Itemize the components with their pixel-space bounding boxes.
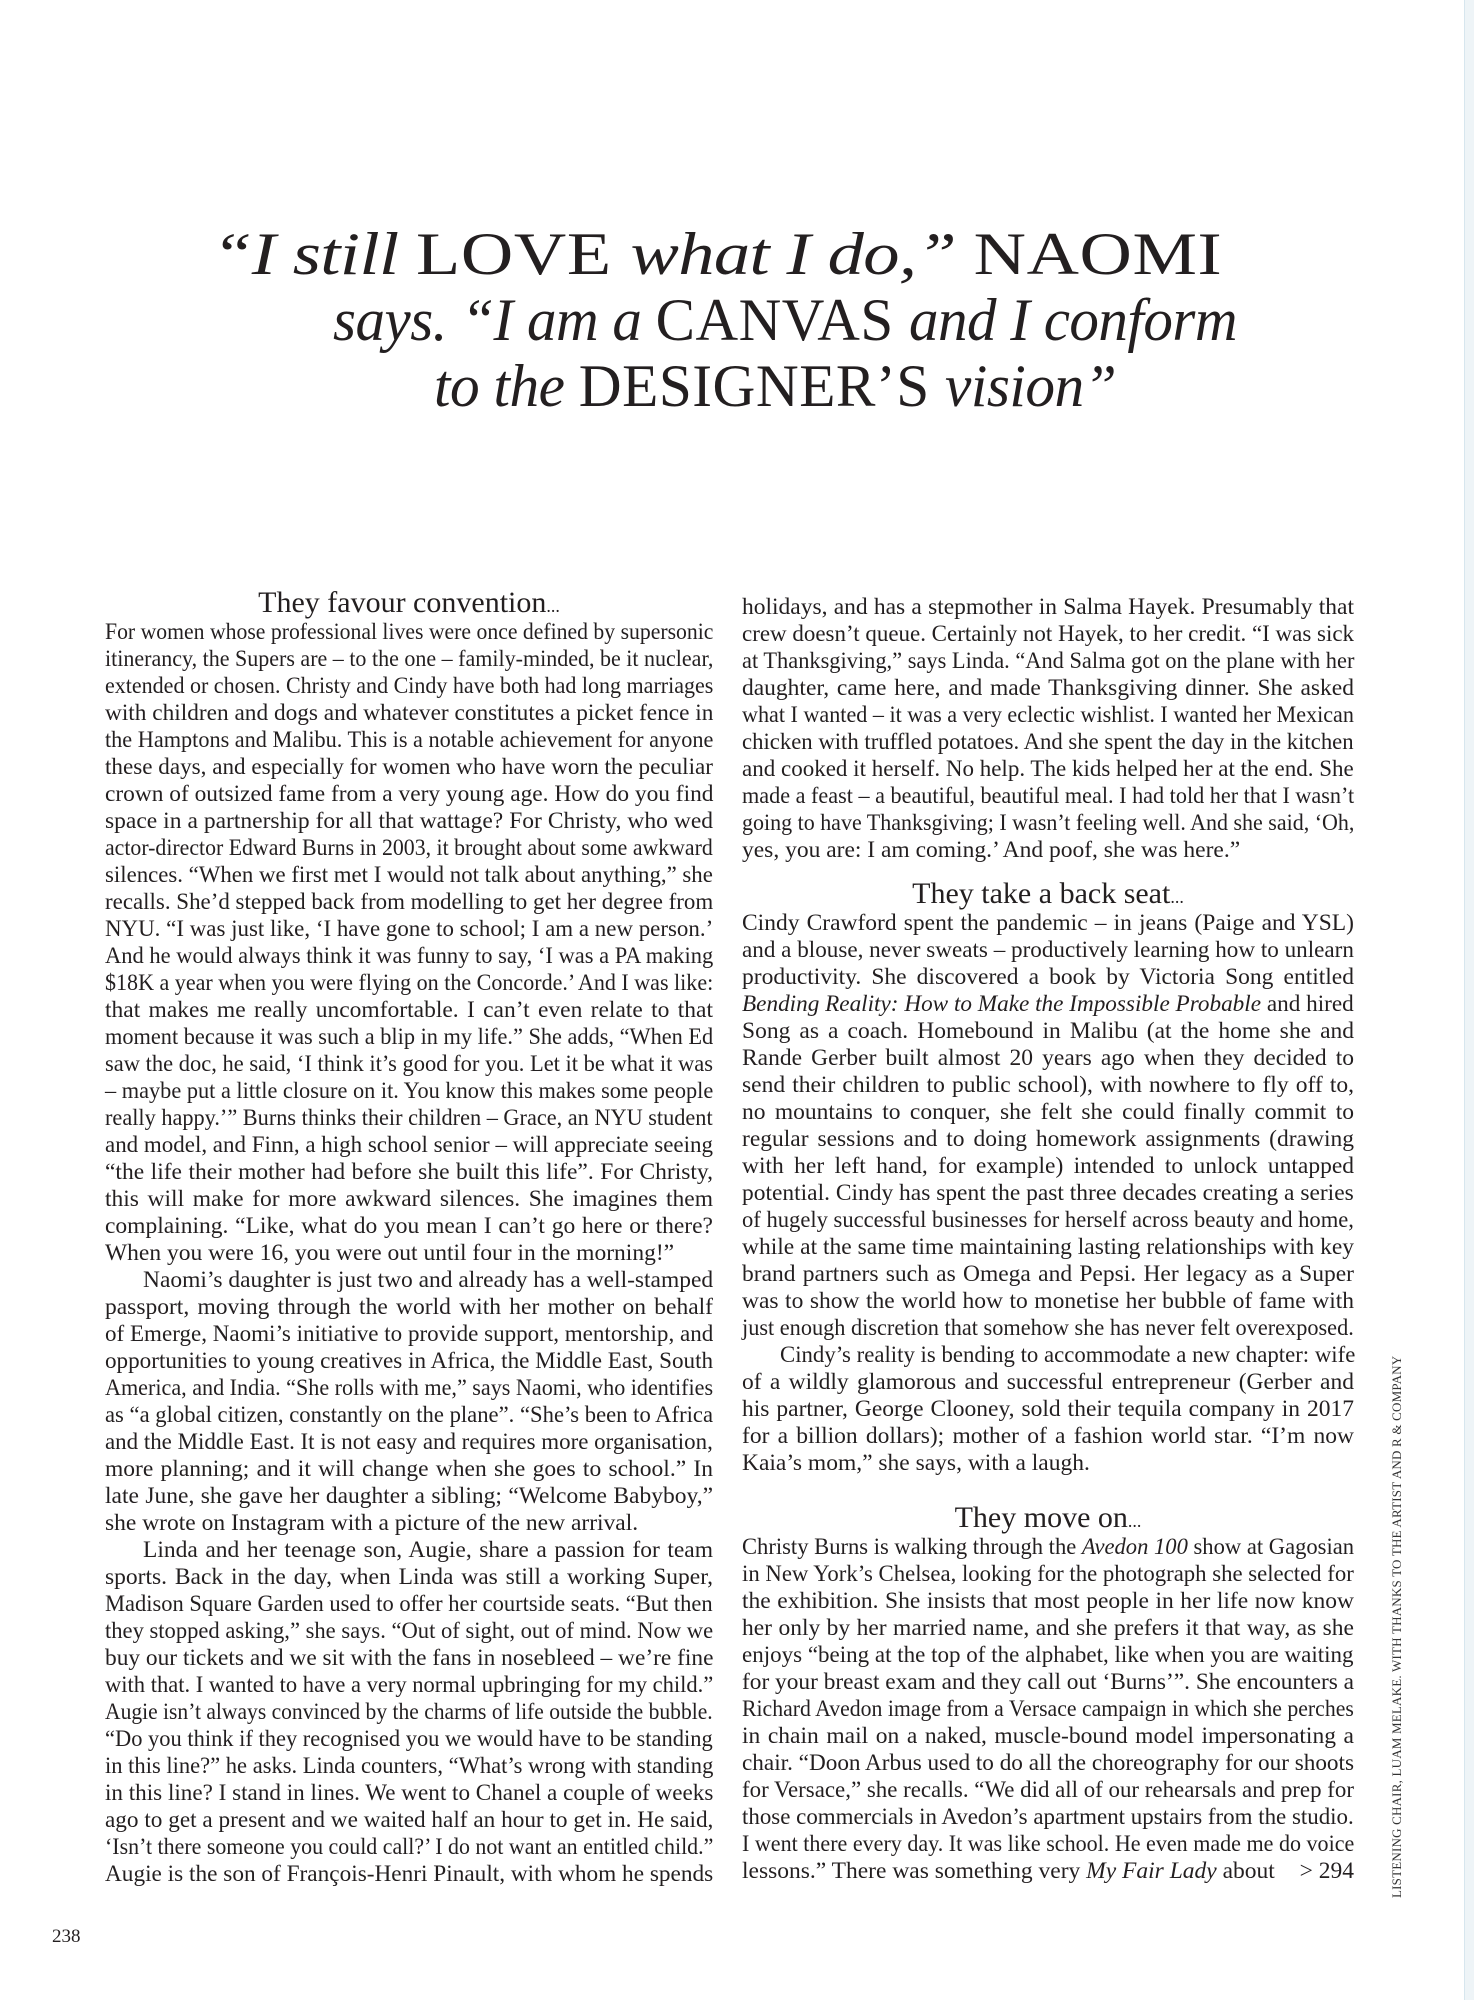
pull-quote-caps: DESIGNER’S bbox=[578, 353, 946, 419]
text-line bbox=[742, 756, 1354, 783]
text-line bbox=[105, 1699, 713, 1726]
text-line bbox=[105, 1024, 713, 1051]
text-line-content: potential. Cindy has spent the past three decades creating a series bbox=[742, 1180, 1354, 1206]
text-line-content: and the Middle East. It is not easy and requires more organisation, bbox=[105, 1429, 713, 1455]
text-line bbox=[105, 1402, 713, 1429]
text-line bbox=[105, 1645, 713, 1672]
text-line-content: For women whose professional lives were once defined by supersonic bbox=[105, 619, 714, 645]
text-line bbox=[105, 1807, 713, 1834]
text-line: she wrote on Instagram with a picture of the new arrival. bbox=[105, 1510, 639, 1536]
text-line bbox=[105, 781, 713, 808]
text-line bbox=[105, 862, 713, 889]
text-line-content: chicken with truffled potatoes. And she spent the day in the kitchen bbox=[742, 729, 1354, 755]
text-line: Rande Gerber built almost 20 years ago when they decided to bbox=[742, 1045, 1354, 1071]
pull-quote-line bbox=[212, 221, 1223, 287]
text-line bbox=[742, 1342, 1354, 1369]
text-line bbox=[742, 1750, 1354, 1777]
text-line bbox=[105, 943, 713, 970]
text-line-content: they stopped asking,” she says. “Out of sight, out of mind. Now we bbox=[105, 1618, 714, 1644]
text-line bbox=[105, 1861, 713, 1888]
text-run: about bbox=[1216, 1858, 1275, 1884]
text-line: “the life their mother had before she built this life”. For Christy, bbox=[105, 1159, 713, 1185]
text-line: Kaia’s mom,” she says, with a laugh. bbox=[742, 1450, 1090, 1476]
pull-quote-caps: LOVE bbox=[416, 221, 631, 287]
text-line-content: crew doesn’t queue. Certainly not Hayek, to her credit. “I was sick bbox=[742, 621, 1355, 647]
text-line-content: saw the doc, he said, ‘I think it’s good for you. Let it be what it was bbox=[105, 1051, 714, 1077]
text-line-content: Naomi’s daughter is just two and already has a well-stamped bbox=[143, 1267, 714, 1293]
page-edge bbox=[1464, 0, 1474, 2000]
text-run: and hired bbox=[1261, 991, 1354, 1017]
text-line-content: really happy.’” Burns thinks their children – Grace, an NYU student bbox=[105, 1105, 713, 1131]
text-line: complaining. “Like, what do you mean I can’t go here or there? bbox=[105, 1213, 713, 1239]
text-line: in chain mail on a naked, muscle-bound model impersonating a bbox=[742, 1723, 1354, 1749]
text-line bbox=[105, 1375, 713, 1402]
text-line: send their children to public school), with nowhere to fly off to, bbox=[742, 1072, 1354, 1098]
text-line bbox=[105, 1051, 713, 1078]
subhead-favour-convention: They favour convention... bbox=[258, 586, 560, 619]
text-line-content: these days, and especially for women who have worn the peculiar bbox=[105, 754, 713, 780]
photo-credit: LISTENING CHAIR, LUAM MELAKE. WITH THANKS TO THE ARTIST AND R & COMPANY bbox=[1389, 1355, 1404, 1898]
text-line-content: and cooked it herself. No help. The kids helped her at the end. She bbox=[742, 756, 1354, 782]
text-line bbox=[105, 1672, 713, 1699]
text-line: of a wildly glamorous and successful entrepreneur (Gerber and bbox=[742, 1369, 1354, 1395]
text-line: holidays, and has a stepmother in Salma Hayek. Presumably that bbox=[742, 594, 1354, 620]
text-line bbox=[105, 970, 713, 997]
italic-title: Avedon 100 bbox=[1081, 1534, 1188, 1560]
text-line-content: just enough discretion that somehow she has never felt overexposed. bbox=[742, 1315, 1354, 1341]
text-line-content: itinerancy, the Supers are – to the one – family-minded, be it nuclear, bbox=[105, 646, 714, 672]
subhead-move-on: They move on... bbox=[954, 1501, 1142, 1534]
text-line-content: extended or chosen. Christy and Cindy have both had long marriages bbox=[105, 673, 714, 699]
text-line bbox=[105, 889, 713, 916]
text-line-content: and a blouse, never sweats – productively learning how to unlearn bbox=[742, 937, 1354, 963]
text-line-content: going to have Thanksgiving; I wasn’t feeling well. And she said, ‘Oh, bbox=[742, 810, 1355, 836]
text-line-content: $18K a year when you were flying on the Concorde.’ And I was like: bbox=[105, 970, 714, 996]
text-line-content: the Hamptons and Malibu. This is a notable achievement for anyone bbox=[105, 727, 714, 753]
text-line-content: ago to get a present and we waited half an hour to get in. He said, bbox=[105, 1807, 714, 1833]
text-line: sports. Back in the day, when Linda was still a working Super, bbox=[105, 1564, 713, 1590]
text-line-content: recalls. She’d stepped back from modelling to get her degree from bbox=[105, 889, 714, 915]
text-line-content: for your breast exam and they call out ‘Burns’”. She encounters a bbox=[742, 1669, 1355, 1695]
text-line-content: in New York’s Chelsea, looking for the photograph she selected for bbox=[742, 1561, 1354, 1587]
text-line: When you were 16, you were out until four in the morning!” bbox=[105, 1240, 675, 1266]
text-line: her only by her married name, and she prefers it that way, as she bbox=[742, 1615, 1354, 1641]
text-line bbox=[105, 1321, 713, 1348]
text-line bbox=[105, 1348, 713, 1375]
text-line-content bbox=[742, 1534, 1354, 1561]
text-line bbox=[742, 1831, 1354, 1858]
text-line bbox=[105, 1078, 713, 1105]
text-line-content bbox=[742, 991, 1354, 1018]
text-line-content: Augie is the son of François-Henri Pinault, with whom he spends bbox=[105, 1861, 714, 1887]
text-line: passport, moving through the world with her mother on behalf bbox=[105, 1294, 713, 1320]
text-line bbox=[742, 621, 1354, 648]
text-line bbox=[742, 1804, 1354, 1831]
text-line bbox=[105, 619, 713, 646]
text-line-content: what I wanted – it was a very eclectic wishlist. I wanted her Mexican bbox=[742, 702, 1354, 728]
text-line: late June, she gave her daughter a sibling; “Welcome Babyboy,” bbox=[105, 1483, 713, 1509]
text-line bbox=[105, 1780, 713, 1807]
text-line bbox=[742, 783, 1354, 810]
text-line-content: I went there every day. It was like school. He even made me do voice bbox=[742, 1831, 1355, 1857]
text-line bbox=[742, 648, 1354, 675]
text-line-content: moment because it was such a blip in my life.” She adds, “When Ed bbox=[105, 1024, 714, 1050]
text-line-content: of Emerge, Naomi’s initiative to provide support, mentorship, and bbox=[105, 1321, 714, 1347]
text-line bbox=[742, 1696, 1354, 1723]
text-line-content: Augie isn’t always convinced by the charms of life outside the bubble. bbox=[105, 1699, 713, 1725]
text-line bbox=[742, 1534, 1354, 1561]
text-line bbox=[105, 1105, 713, 1132]
text-line: more planning; and it will change when she goes to school.” In bbox=[105, 1456, 713, 1482]
text-line-content: Cindy’s reality is bending to accommodate a new chapter: wife bbox=[780, 1342, 1356, 1368]
text-line bbox=[742, 1315, 1354, 1342]
pull-quote-italic: “I still bbox=[212, 221, 417, 287]
text-line bbox=[105, 1726, 713, 1753]
pull-quote-caps: NAOMI bbox=[973, 221, 1223, 287]
text-line-content: those commercials in Avedon’s apartment upstairs from the studio. bbox=[742, 1804, 1354, 1830]
text-line bbox=[742, 937, 1354, 964]
text-line bbox=[742, 1642, 1354, 1669]
text-line bbox=[742, 1180, 1354, 1207]
text-line: with her left hand, for example) intended to unlock untapped bbox=[742, 1153, 1354, 1179]
text-line: this will make for more awkward silences. She imagines them bbox=[105, 1186, 713, 1212]
pull-quote-caps: CANVAS bbox=[655, 287, 909, 353]
text-line-content: silences. “When we first met I would not talk about anything,” she bbox=[105, 862, 713, 888]
text-line-content: as “a global citizen, constantly on the plane”. “She’s been to Africa bbox=[105, 1402, 714, 1428]
text-line-content: in this line? I stand in lines. We went to Chanel a couple of weeks bbox=[105, 1780, 714, 1806]
text-line bbox=[742, 729, 1354, 756]
text-line-content: and model, and Finn, a high school senior – will appreciate seeing bbox=[105, 1132, 713, 1158]
text-line-content: “Do you think if they recognised you we would have to be standing bbox=[105, 1726, 713, 1752]
text-line: no mountains to conquer, she felt she could finally commit to bbox=[742, 1099, 1354, 1125]
text-line-content: – maybe put a little closure on it. You know this makes some people bbox=[105, 1078, 714, 1104]
text-line bbox=[105, 754, 713, 781]
continued-on-page-link[interactable]: > 294 bbox=[1299, 1858, 1354, 1884]
text-line-content: for Versace,” she recalls. “We did all of our rehearsals and prep for bbox=[742, 1777, 1354, 1803]
text-line: daughter, came here, and made Thanksgiving dinner. She asked bbox=[742, 675, 1354, 701]
text-line-content: And he would always think it was funny to say, ‘I was a PA making bbox=[105, 943, 714, 969]
text-line bbox=[742, 1669, 1354, 1696]
text-line-content: America, and India. “She rolls with me,” says Naomi, who identifies bbox=[105, 1375, 714, 1401]
text-line bbox=[742, 1561, 1354, 1588]
subhead-back-seat: They take a back seat... bbox=[912, 877, 1184, 910]
text-line bbox=[105, 1618, 713, 1645]
text-line-content: with children and dogs and whatever constitutes a picket fence in bbox=[105, 700, 714, 726]
text-line bbox=[105, 1267, 713, 1294]
text-line-content: ‘Isn’t there someone you could call?’ I do not want an entitled child.” bbox=[105, 1834, 714, 1860]
text-line bbox=[105, 916, 713, 943]
text-line bbox=[742, 1207, 1354, 1234]
text-line bbox=[742, 1777, 1354, 1804]
text-line: Song as a coach. Homebound in Malibu (at the home she and bbox=[742, 1018, 1354, 1044]
text-line-content: Richard Avedon image from a Versace campaign in which she perches bbox=[742, 1696, 1354, 1722]
page-number: 238 bbox=[52, 1926, 81, 1947]
text-line: Cindy Crawford spent the pandemic – in jeans (Paige and YSL) bbox=[742, 910, 1354, 936]
pull-quote-line bbox=[434, 353, 1117, 419]
pull-quote-italic: and I conform bbox=[908, 287, 1237, 353]
text-line-content: enjoys “being at the top of the alphabet, like when you are waiting bbox=[742, 1642, 1354, 1668]
text-line: that makes me really uncomfortable. I can’t even relate to that bbox=[105, 997, 713, 1023]
text-line bbox=[105, 1834, 713, 1861]
text-line: his partner, George Clooney, sold their tequila company in 2017 bbox=[742, 1396, 1354, 1422]
text-line-content: at Thanksgiving,” says Linda. “And Salma got on the plane with her bbox=[742, 648, 1355, 674]
text-line: yes, you are: I am coming.’ And poof, she was here.” bbox=[742, 837, 1241, 863]
italic-title: My Fair Lady bbox=[1086, 1858, 1217, 1884]
pull-quote-italic: what I do,” bbox=[630, 221, 974, 287]
text-run: Christy Burns is walking through the bbox=[742, 1534, 1082, 1560]
text-run: lessons.” There was something very bbox=[742, 1858, 1087, 1884]
text-line bbox=[105, 646, 713, 673]
text-line: Linda and her teenage son, Augie, share a passion for team bbox=[143, 1537, 713, 1563]
text-line-content: opportunities to young creatives in Africa, the Middle East, South bbox=[105, 1348, 714, 1374]
italic-title: Bending Reality: How to Make the Impossible Probable bbox=[742, 991, 1262, 1017]
text-line-content: made a feast – a beautiful, beautiful meal. I had told her that I wasn’t bbox=[742, 783, 1355, 809]
text-line bbox=[105, 1132, 713, 1159]
text-line bbox=[105, 835, 713, 862]
text-line-content: Madison Square Garden used to offer her courtside seats. “But then bbox=[105, 1591, 713, 1617]
pull-quote-italic: says. “I am a bbox=[333, 287, 656, 353]
pull-quote-line bbox=[333, 287, 1237, 353]
pull-quote-italic: vision” bbox=[945, 353, 1117, 419]
text-line-content: in this line?” he asks. Linda counters, “What’s wrong with standing bbox=[105, 1753, 714, 1779]
text-line bbox=[742, 810, 1354, 837]
text-line: was to show the world how to monetise her bubble of fame with bbox=[742, 1288, 1354, 1314]
text-line: regular sessions and to doing homework assignments (drawing bbox=[742, 1126, 1354, 1152]
text-line-content: of hugely successful businesses for herself across beauty and home, bbox=[742, 1207, 1354, 1233]
text-line bbox=[105, 1753, 713, 1780]
text-line: the exhibition. She insists that most people in her life now know bbox=[742, 1588, 1354, 1614]
text-line-content: chair. “Doon Arbus used to do all the choreography for our shoots bbox=[742, 1750, 1355, 1776]
text-line bbox=[105, 700, 713, 727]
text-line bbox=[742, 1858, 1354, 1885]
text-line bbox=[105, 1429, 713, 1456]
text-line-content: buy our tickets and we sit with the fans in nosebleed – we’re fine bbox=[105, 1645, 714, 1671]
text-line-content: actor-director Edward Burns in 2003, it brought about some awkward bbox=[105, 835, 713, 861]
text-line bbox=[105, 673, 713, 700]
text-line bbox=[742, 991, 1354, 1018]
text-line bbox=[105, 727, 713, 754]
text-line bbox=[105, 1591, 713, 1618]
text-line: space in a partnership for all that wattage? For Christy, who wed bbox=[105, 808, 713, 834]
text-line: for a billion dollars); mother of a fashion world star. “I’m now bbox=[742, 1423, 1354, 1449]
text-line: productivity. She discovered a book by Victoria Song entitled bbox=[742, 964, 1354, 990]
text-line-content: with that. I wanted to have a very normal upbringing for my child.” bbox=[105, 1672, 714, 1698]
text-run: show at Gagosian bbox=[1187, 1534, 1355, 1560]
pull-quote-italic: to the bbox=[434, 353, 579, 419]
text-line: while at the same time maintaining lasting relationships with key bbox=[742, 1234, 1354, 1260]
text-line-content: crown of outsized fame from a very young age. How do you find bbox=[105, 781, 714, 807]
text-line bbox=[742, 702, 1354, 729]
text-line-content: NYU. “I was just like, ‘I have gone to school; I am a new person.’ bbox=[105, 916, 714, 942]
text-line: brand partners such as Omega and Pepsi. Her legacy as a Super bbox=[742, 1261, 1354, 1287]
